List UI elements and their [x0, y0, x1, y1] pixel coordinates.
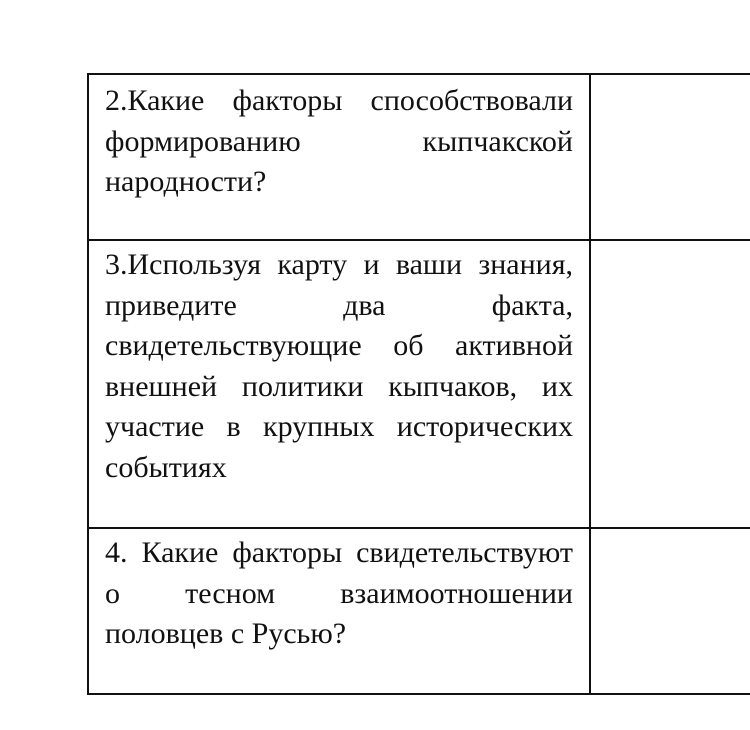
question-text: 4. Какие факторы свидетельствуют о тесном взаимоотношении половцев с Русью?	[105, 536, 573, 650]
question-cell	[88, 240, 590, 528]
table-row	[88, 240, 750, 528]
table-row	[88, 74, 750, 240]
question-cell	[88, 528, 590, 694]
questions-table-container	[87, 73, 750, 695]
answer-cell	[590, 528, 750, 694]
answer-cell	[590, 74, 750, 240]
question-text: 2.Какие факторы способствовали формированию кыпчакской народности?	[105, 84, 573, 198]
question-text: 3.Используя карту и ваши знания, приведите два факта, свидетельствующие об активной внешней политики кыпчаков, их участие в крупных исторических событиях	[105, 248, 573, 484]
table-row	[88, 528, 750, 694]
question-cell	[88, 74, 590, 240]
questions-table	[87, 73, 750, 695]
answer-cell	[590, 240, 750, 528]
